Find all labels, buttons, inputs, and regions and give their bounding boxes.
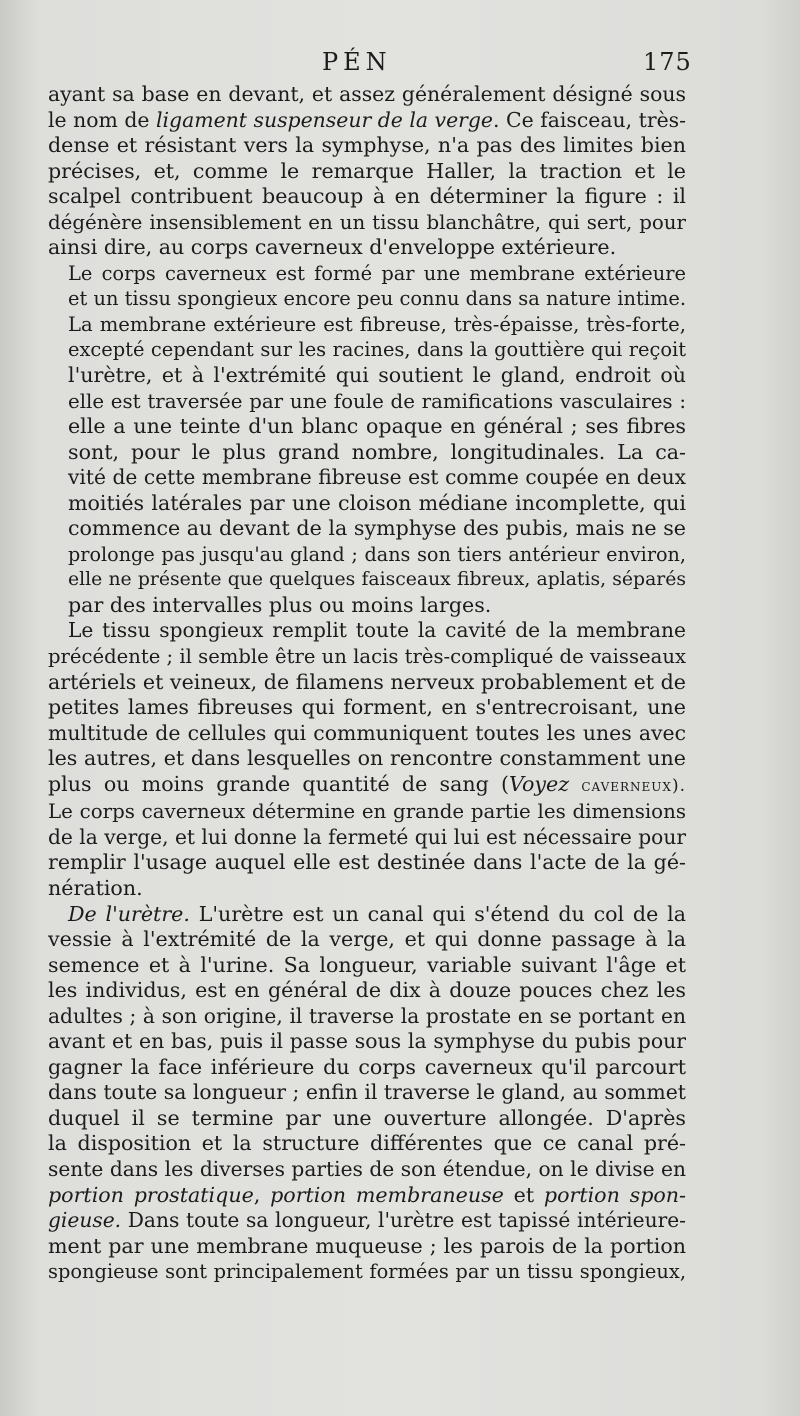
text-line: sente dans les diverses parties de son étendue, on le divise en	[48, 1156, 686, 1181]
text-line: de la verge, et lui donne la fermeté qui lui est nécessaire pour	[48, 824, 686, 849]
text-line: ayant sa base en devant, et assez généralement désigné sous	[48, 82, 686, 106]
body-text	[48, 82, 686, 1285]
text-line: Le corps caverneux détermine en grande partie les dimensions	[48, 800, 686, 824]
text-line: Le corps caverneux est formé par une membrane extérieure	[68, 261, 686, 285]
text-line: l'urètre, et à l'extrémité qui soutient le gland, endroit où	[68, 363, 686, 388]
text-line: les autres, et dans lesquelles on rencontre constamment une	[48, 746, 686, 771]
text-line: sont, pour le plus grand nombre, longitudinales. La ca-	[68, 439, 686, 464]
text-line: multitude de cellules qui communiquent toutes les unes avec	[48, 720, 686, 745]
text-line: elle ne présente que quelques faisceaux fibreux, aplatis, séparés	[68, 569, 686, 591]
text-line: vessie à l'extrémité de la verge, et qui donne passage à la	[48, 927, 686, 952]
text-line: elle est traversée par une foule de ramifications vasculaires :	[68, 389, 686, 413]
text-line: nération.	[48, 875, 143, 900]
text-line: remplir l'usage auquel elle est destinée dans l'acte de la gé-	[48, 850, 686, 875]
text-line: ainsi dire, au corps caverneux d'enveloppe extérieure.	[48, 235, 617, 260]
text-line: duquel il se termine par une ouverture allongée. D'après	[48, 1105, 686, 1130]
text-line: plus ou moins grande quantité de sang (Voyez caverneux).	[48, 771, 686, 796]
text-line: spongieuse sont principalement formées par un tissu spongieux,	[48, 1260, 686, 1284]
text-line: précédente ; il semble être un lacis très-compliqué de vaisseaux	[48, 645, 686, 669]
text-line: excepté cependant sur les racines, dans la gouttière qui reçoit	[68, 338, 686, 362]
text-line: commence au devant de la symphyse des pubis, mais ne se	[68, 516, 686, 541]
text-line: et un tissu spongieux encore peu connu dans sa nature intime.	[68, 287, 686, 311]
text-line: Le tissu spongieux remplit toute la cavité de la membrane	[68, 618, 686, 643]
text-line: dans toute sa longueur ; enfin il traverse le gland, au sommet	[48, 1080, 686, 1105]
text-line: scalpel contribuent beaucoup à en déterminer la figure : il	[48, 184, 686, 209]
text-line: dégénère insensiblement en un tissu blanchâtre, qui sert, pour	[48, 210, 686, 234]
text-line: vité de cette membrane fibreuse est comme coupée en deux	[68, 465, 686, 490]
text-line: prolonge pas jusqu'au gland ; dans son tiers antérieur environ,	[68, 542, 686, 566]
text-line: les individus, est en général de dix à douze pouces chez les	[48, 978, 686, 1003]
text-line: le nom de ligament suspenseur de la verge. Ce faisceau, très-	[48, 107, 687, 132]
paragraph-uretre	[48, 902, 686, 1285]
text-line: moitiés latérales par une cloison médiane incomplette, qui	[68, 490, 686, 515]
text-line: dense et résistant vers la symphyse, n'a pas des limites bien	[48, 133, 686, 158]
text-line: elle a une teinte d'un blanc opaque en général ; ses fibres	[68, 414, 686, 439]
text-line: portion prostatique, portion membraneuse et portion spon-	[48, 1182, 686, 1207]
paragraph-corps-caverneux	[48, 261, 686, 619]
text-line: La membrane extérieure est fibreuse, très-épaisse, très-forte,	[68, 312, 686, 336]
text-line: par des intervalles plus ou moins larges.	[68, 592, 492, 617]
text-line: avant et en bas, puis il passe sous la symphyse du pubis pour	[48, 1029, 686, 1054]
text-line: la disposition et la structure différentes que ce canal pré-	[48, 1131, 686, 1156]
running-head: PÉN	[322, 48, 392, 76]
text-line: précises, et, comme le remarque Haller, la traction et le	[48, 158, 686, 183]
page-header	[0, 48, 800, 84]
text-line: ment par une membrane muqueuse ; les parois de la portion	[48, 1233, 686, 1258]
page-number: 175	[643, 48, 692, 76]
text-line: petites lames fibreuses qui forment, en s'entrecroisant, une	[48, 695, 686, 720]
paragraph-tissu-spongieux	[48, 618, 686, 901]
text-line: artériels et veineux, de filamens nerveux probablement et de	[48, 669, 686, 694]
text-line: gagner la face inférieure du corps caverneux qu'il parcourt	[48, 1054, 686, 1079]
text-line: De l'urètre. L'urètre est un canal qui s'étend du col de la	[68, 901, 686, 926]
text-line: gieuse. Dans toute sa longueur, l'urètre est tapissé intérieure-	[48, 1208, 686, 1233]
text-line: adultes ; à son origine, il traverse la prostate en se portant en	[48, 1003, 686, 1028]
paragraph-ligament	[48, 82, 686, 261]
text-line: semence et à l'urine. Sa longueur, variable suivant l'âge et	[48, 952, 686, 977]
